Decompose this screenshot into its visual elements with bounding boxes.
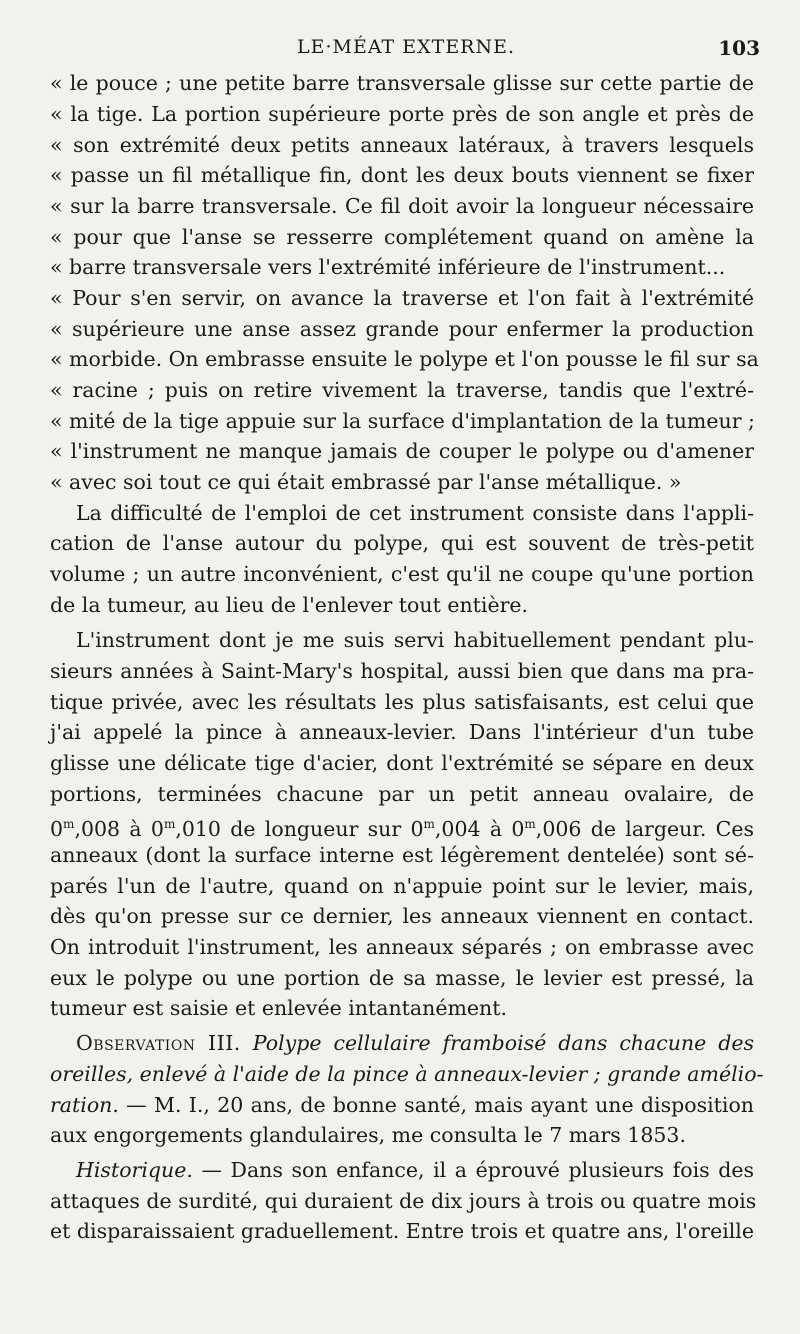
- text-line: « avec soi tout ce qui était embrassé par l'anse métallique. »: [50, 470, 682, 494]
- text-line: « son extrémité deux petits anneaux latéraux, à travers lesquels: [50, 133, 754, 157]
- measure-unit: m: [423, 817, 435, 831]
- text-line: « supérieure une anse assez grande pour enfermer la production: [50, 317, 754, 341]
- measurement-line: [50, 809, 754, 839]
- text-line: aux engorgements glandulaires, me consulta le 7 mars 1853.: [50, 1123, 686, 1147]
- text-line: de la tumeur, au lieu de l'enlever tout entière.: [50, 593, 529, 617]
- observation-title-end: ration.: [50, 1093, 119, 1117]
- measure-value: 0: [150, 816, 164, 841]
- text-line: portions, terminées chacune par un petit anneau ovalaire, de: [50, 782, 754, 806]
- text-line: « barre transversale vers l'extrémité inférieure de l'instrument...: [50, 255, 726, 279]
- paragraph-first-line: L'instrument dont je me suis servi habituellement pendant plu-: [76, 628, 754, 652]
- text-line: « morbide. On embrasse ensuite le polype et l'on pousse le fil sur sa: [50, 347, 759, 371]
- text-line: sieurs années à Saint-Mary's hospital, aussi bien que dans ma pra-: [50, 659, 754, 683]
- text-line: cation de l'anse autour du polype, qui est souvent de très-petit: [50, 531, 754, 555]
- text-line: tique privée, avec les résultats les plus satisfaisants, est celui que: [50, 690, 754, 714]
- text-line: parés l'un de l'autre, quand on n'appuie point sur le levier, mais,: [50, 874, 754, 898]
- text-line: attaques de surdité, qui duraient de dix jours à trois ou quatre mois: [50, 1189, 757, 1213]
- measure-text: ,008 à: [74, 816, 151, 841]
- measure-unit: m: [163, 817, 176, 831]
- historique-line: [76, 1155, 754, 1185]
- observation-title: Polype cellulaire framboisé dans chacune des: [252, 1031, 754, 1055]
- paragraph-first-line: La difficulté de l'emploi de cet instrument consiste dans l'appli-: [76, 501, 754, 525]
- text-line: « racine ; puis on retire vivement la traverse, tandis que l'extré-: [50, 378, 754, 402]
- page-header: [0, 36, 800, 62]
- text-line: j'ai appelé la pince à anneaux-levier. Dans l'intérieur d'un tube: [50, 720, 754, 744]
- text-line: « l'instrument ne manque jamais de couper le polype ou d'amener: [50, 439, 754, 463]
- text-line: « la tige. La portion supérieure porte près de son angle et près de: [50, 102, 754, 126]
- observation-line: [50, 1090, 754, 1120]
- text-line: On introduit l'instrument, les anneaux séparés ; on embrasse avec: [50, 935, 754, 959]
- measure-text: ,006 de largeur. Ces: [535, 816, 754, 841]
- text-line: « Pour s'en servir, on avance la traverse et l'on fait à l'extrémité: [50, 286, 754, 310]
- measure-unit: m: [524, 817, 536, 831]
- observation-title-line: oreilles, enlevé à l'aide de la pince à anneaux-levier ; grande amélio-: [50, 1062, 764, 1086]
- measure-text: ,004 à: [434, 816, 512, 841]
- text-line: dès qu'on presse sur ce dernier, les anneaux viennent en contact.: [50, 904, 754, 928]
- measure-value: 0: [410, 816, 424, 841]
- observation-heading-line: [76, 1028, 754, 1058]
- text-line: anneaux (dont la surface interne est légèrement dentelée) sont sé-: [50, 843, 754, 867]
- text-line: « sur la barre transversale. Ce fil doit avoir la longueur nécessaire: [50, 194, 754, 218]
- measure-value: 0: [50, 816, 64, 841]
- measure-value: 0: [511, 816, 525, 841]
- observation-text: — M. I., 20 ans, de bonne santé, mais ayant une disposition: [118, 1093, 754, 1117]
- text-line: « passe un fil métallique fin, dont les deux bouts viennent se fixer: [50, 163, 754, 187]
- running-head: LE·MÉAT EXTERNE.: [297, 36, 516, 58]
- measure-text: ,010 de longueur sur: [175, 816, 411, 841]
- text-line: tumeur est saisie et enlevée intantanément.: [50, 996, 507, 1020]
- historique-label: Historique.: [76, 1158, 193, 1182]
- text-line: « pour que l'anse se resserre complétement quand on amène la: [50, 225, 754, 249]
- text-line: volume ; un autre inconvénient, c'est qu'il ne coupe qu'une portion: [50, 562, 754, 586]
- historique-text: — Dans son enfance, il a éprouvé plusieurs fois des: [192, 1158, 754, 1182]
- text-line: et disparaissaient graduellement. Entre trois et quatre ans, l'oreille: [50, 1219, 754, 1243]
- text-line: « mité de la tige appuie sur la surface d'implantation de la tumeur ;: [50, 409, 755, 433]
- page-number: 103: [718, 36, 760, 60]
- text-line: « le pouce ; une petite barre transversale glisse sur cette partie de: [50, 71, 754, 95]
- observation-label: Observation III.: [76, 1031, 241, 1055]
- measure-unit: m: [63, 817, 75, 831]
- text-line: glisse une délicate tige d'acier, dont l'extrémité se sépare en deux: [50, 751, 754, 775]
- text-line: eux le polype ou une portion de sa masse, le levier est pressé, la: [50, 966, 754, 990]
